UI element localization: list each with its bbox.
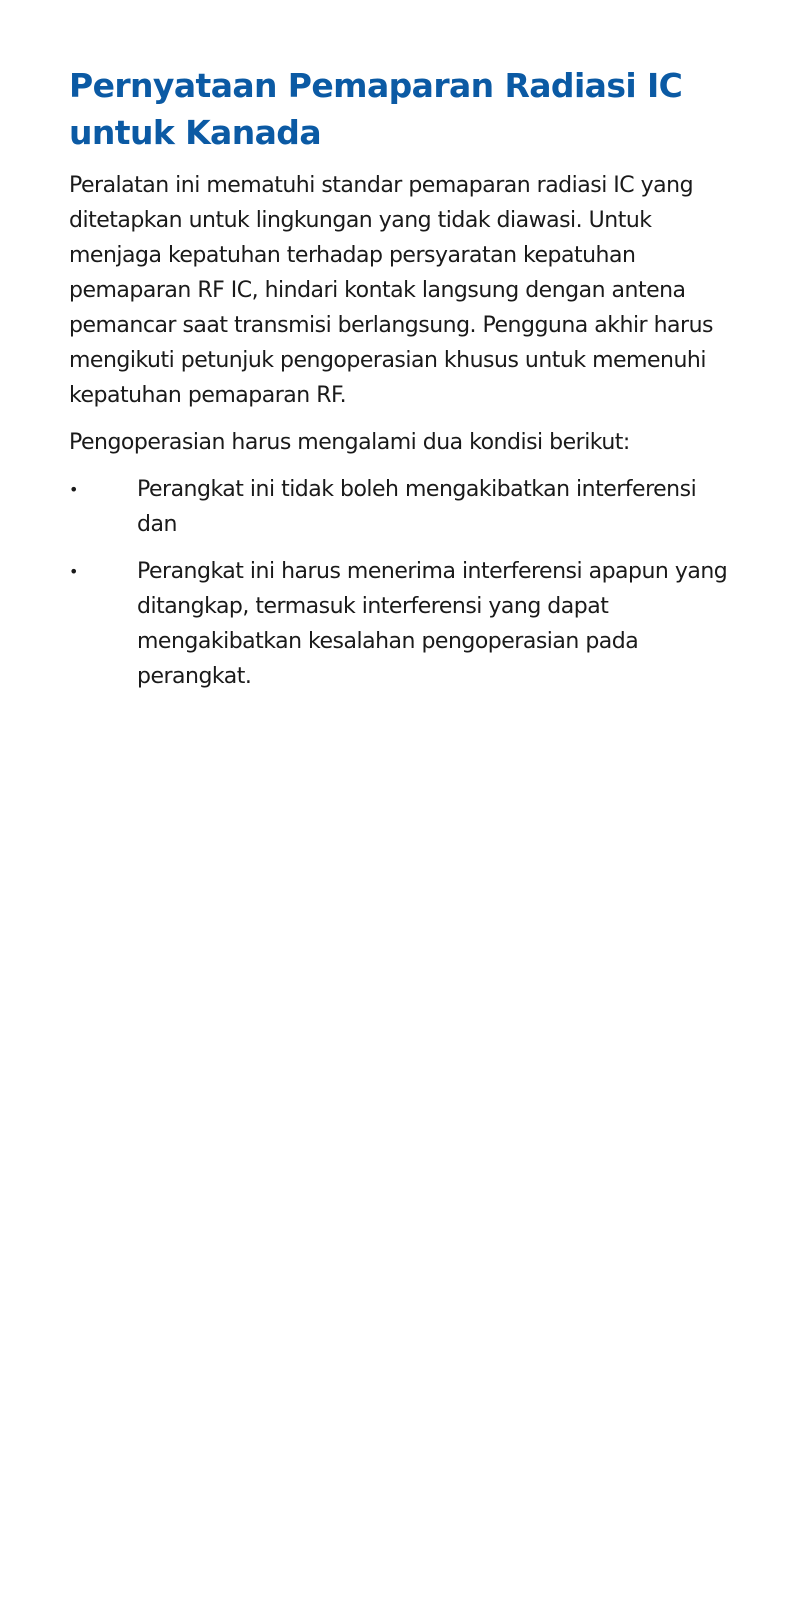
list-item: [69, 554, 734, 694]
bullet-icon: •: [69, 480, 78, 499]
bullet-list: [69, 472, 734, 694]
body-paragraph: Peralatan ini mematuhi standar pemaparan radiasi IC yang ditetapkan untuk lingkungan yang tidak diawasi. Untuk menjaga kepatuhan terhadap persyaratan kepatuhan pemaparan RF IC, hindari kontak langsung dengan antena pemancar saat transmisi berlangsung. Pengguna akhir harus mengikuti petunjuk pengoperasian khusus untuk memenuhi kepatuhan pemaparan RF.: [69, 173, 713, 408]
bullet-icon: •: [69, 562, 78, 581]
list-item: [69, 472, 734, 542]
body-paragraph: Pengoperasian harus mengalami dua kondisi berikut:: [69, 430, 630, 455]
document-page: [69, 62, 734, 706]
page-title: Pernyataan Pemaparan Radiasi IC untuk Kanada: [69, 66, 683, 152]
list-item-text: Perangkat ini tidak boleh mengakibatkan interferensi dan: [137, 477, 697, 537]
list-item-text: Perangkat ini harus menerima interferensi apapun yang ditangkap, termasuk interferensi yang dapat mengakibatkan kesalahan pengoperasian pada perangkat.: [137, 559, 728, 689]
